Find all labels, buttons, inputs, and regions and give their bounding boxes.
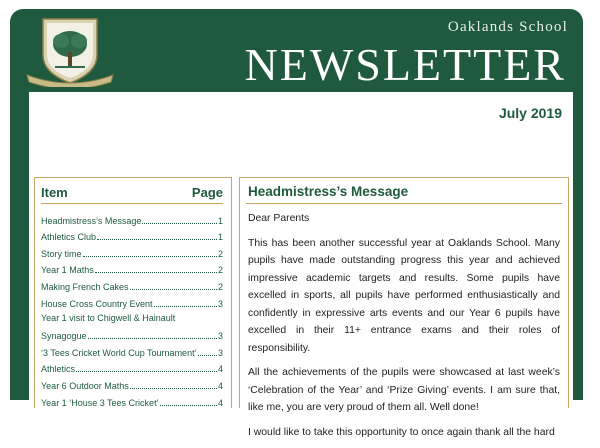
message-divider xyxy=(246,203,562,204)
message-paragraph: This has been another successful year at Oaklands School. Many pupils have made outstanding progress this year and achieved impressive academic targets and results. Some pupils have excelled in sports, all pupils have performed enthusiastically and confidently in expressive arts events and our Year 6 pupils have excelled in their 11+ entrance exams and their roles of responsibility. xyxy=(248,237,560,354)
toc-heading-page: Page xyxy=(191,185,223,200)
toc-entry-page: 1 xyxy=(217,232,223,243)
toc-entry-label: Year 6 Outdoor Maths xyxy=(41,380,129,391)
issue-date: July 2019 xyxy=(498,105,562,121)
toc-entry[interactable] xyxy=(41,310,223,343)
toc-entry-label: ‘3 Tees Cricket World Cup Tournament’ xyxy=(41,347,197,358)
toc-entry-label: Year 1 visit to Chigwell & Hainault xyxy=(41,312,176,323)
newsletter-title: NEWSLETTER xyxy=(244,39,566,90)
toc-leader xyxy=(130,388,217,389)
toc-leader xyxy=(83,256,217,257)
toc-entry-label: Year 1 Maths xyxy=(41,265,94,276)
toc-leader xyxy=(160,405,217,406)
toc-entry-page: 2 xyxy=(217,281,223,292)
school-name: Oaklands School xyxy=(447,19,568,35)
toc-leader xyxy=(198,355,217,356)
toc-entry-label: Year 1 ‘House 3 Tees Cricket’ xyxy=(41,397,159,408)
toc-entry-page: 3 xyxy=(217,298,223,309)
school-crest-icon xyxy=(25,17,115,87)
toc-entry-label: Headmistress’s Message xyxy=(41,215,142,226)
toc-leader xyxy=(76,371,217,372)
toc-entry[interactable] xyxy=(41,227,223,244)
toc-entry[interactable] xyxy=(41,260,223,277)
message-salutation: Dear Parents xyxy=(248,213,310,224)
toc-entry[interactable] xyxy=(41,243,223,260)
toc-entry-label-cont: Synagogue xyxy=(41,331,87,342)
toc-entry-page: 4 xyxy=(217,380,223,391)
toc-leader xyxy=(88,338,217,339)
headmistress-message xyxy=(239,177,569,438)
toc-header xyxy=(41,185,223,204)
toc-entry-page: 3 xyxy=(217,331,223,342)
toc-entry-page: 1 xyxy=(217,215,223,226)
toc-entry-page: 4 xyxy=(217,364,223,375)
toc-entry-label: Story time xyxy=(41,248,82,259)
toc-entry-page: 3 xyxy=(217,347,223,358)
toc-entry-label: Making French Cakes xyxy=(41,281,129,292)
message-paragraph: I would like to take this opportunity to once again thank all the hard xyxy=(248,426,555,438)
toc-entry[interactable] xyxy=(41,276,223,293)
toc-entry[interactable] xyxy=(41,210,223,227)
toc-entry-label: House Cross Country Event xyxy=(41,298,153,309)
toc-entry-label: Athletics xyxy=(41,364,76,375)
toc-entry[interactable] xyxy=(41,293,223,310)
toc-entry[interactable] xyxy=(41,375,223,392)
toc-leader xyxy=(95,272,217,273)
toc-entry-page: 2 xyxy=(217,265,223,276)
toc-entry-label: Athletics Club xyxy=(41,232,97,243)
message-paragraph: All the achievements of the pupils were showcased at last week’s ‘Celebration of the Year’ and ‘Prize Giving’ events. I am sure that, like me, you are very proud of them all. Well done! xyxy=(248,367,560,413)
toc-leader xyxy=(97,239,217,240)
message-body xyxy=(248,210,560,448)
table-of-contents xyxy=(34,177,232,408)
toc-entry-page: 2 xyxy=(217,248,223,259)
toc-leader xyxy=(154,306,217,307)
toc-heading-item: Item xyxy=(41,185,68,200)
toc-leader xyxy=(142,223,217,224)
toc-entry[interactable] xyxy=(41,342,223,359)
toc-entry[interactable] xyxy=(41,392,223,409)
message-title: Headmistress’s Message xyxy=(248,184,409,199)
toc-leader xyxy=(130,289,217,290)
toc-entry-page: 4 xyxy=(217,397,223,408)
toc-list xyxy=(41,210,223,409)
toc-entry[interactable] xyxy=(41,359,223,376)
